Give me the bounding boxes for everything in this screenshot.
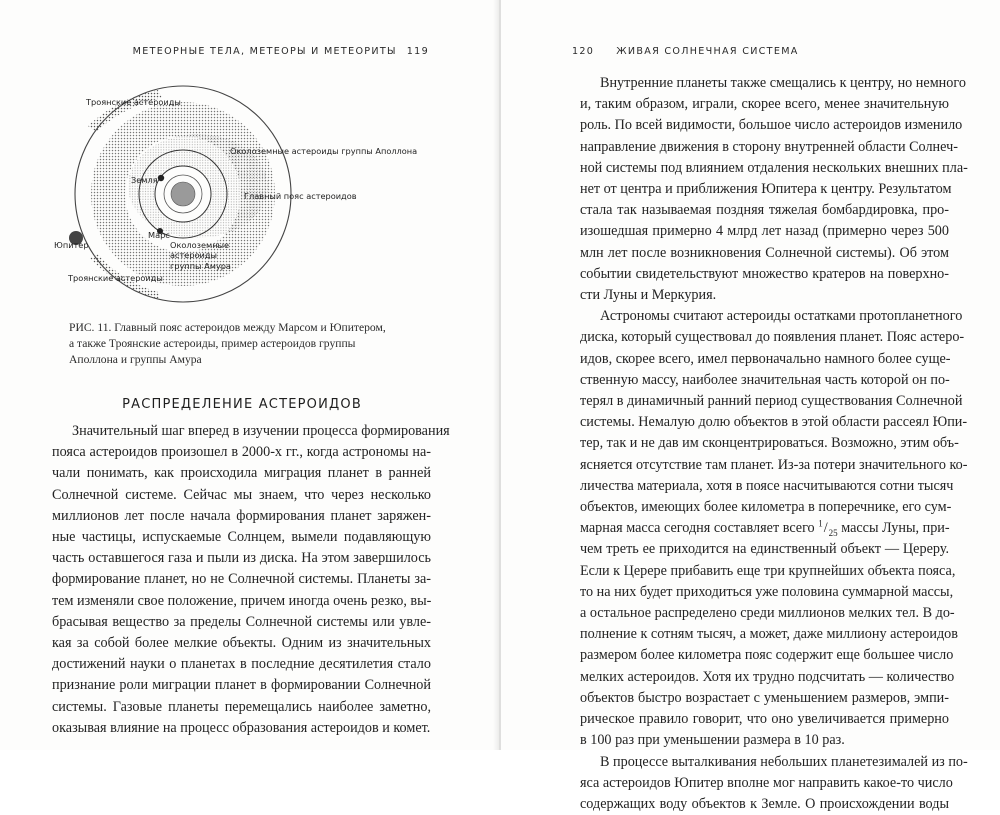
label-mars: Марс bbox=[148, 230, 170, 240]
earth-planet-icon bbox=[158, 175, 164, 181]
left-page bbox=[0, 0, 499, 750]
text-line: оказывая влияние на процесс образования астероидов и комет. bbox=[52, 719, 431, 736]
figure-caption bbox=[69, 320, 429, 368]
text-line: рическое правило говорит, что оно увеличивается примерно bbox=[580, 711, 949, 728]
text-line: Астрономы считают астероиды остатками протопланетного bbox=[600, 308, 963, 325]
text-line: то на них будет приходиться уже половина суммарной массы, bbox=[580, 583, 954, 600]
text-line: сти Луны и Меркурия. bbox=[580, 287, 717, 304]
left-body-text bbox=[52, 421, 450, 739]
text-line: брасывая вещество за пределы Солнечной системы или увле- bbox=[52, 613, 431, 630]
text-line: изошедшая примерно 4 млрд лет назад (примерно через 500 bbox=[580, 223, 949, 240]
label-trojans-top: Троянские астероиды bbox=[86, 97, 181, 107]
text-line: В процессе выталкивания небольших планетезималей из по- bbox=[600, 753, 968, 770]
text-line: чали понимать, как происходила миграция планет в ранней bbox=[52, 465, 431, 482]
label-earth: Земля bbox=[131, 175, 158, 185]
text-line: роль. По всей видимости, большое число астероидов изменило bbox=[580, 117, 963, 134]
fraction: $^1/_{25}$ bbox=[818, 518, 838, 539]
label-nea-amor-1: Околоземные bbox=[170, 240, 230, 250]
text-line: часть оставшегося газа и пыли из диска. На этом завершилось bbox=[52, 550, 431, 567]
right-body-text bbox=[580, 73, 968, 815]
text-line: направление движения в сторону внутренней области Солнеч- bbox=[580, 138, 958, 155]
text-line: объектов быстро возрастает с уменьшением размеров, эмпи- bbox=[580, 689, 949, 706]
fraction-line-before: марная масса сегодня составляет всего bbox=[580, 520, 815, 537]
text-line: ясняется отсутствие там планет. Из-за потери значительного ко- bbox=[580, 456, 968, 473]
text-line: объектов, имеющих более километра в поперечнике, его сум- bbox=[580, 499, 952, 516]
text-line: ной системы под влиянием отдаления нескольких внешних пла- bbox=[580, 159, 968, 176]
text-line: идов, скорее всего, имел первоначально намного более суще- bbox=[580, 350, 951, 367]
left-running-head-title: МЕТЕОРНЫЕ ТЕЛА, МЕТЕОРЫ И МЕТЕОРИТЫ bbox=[132, 46, 397, 57]
text-line: формирование планет, но не Солнечной системы. Планеты за- bbox=[52, 571, 431, 588]
text-line: и, таким образом, играли, скорее всего, менее значительную bbox=[580, 96, 949, 113]
text-line: системы. Газовые планеты перемещались наиболее заметно, bbox=[52, 698, 431, 715]
text-line: размером более километра пояс содержит еще большее число bbox=[580, 647, 954, 664]
text-line: стала так называемая поздняя тяжелая бомбардировка, про- bbox=[580, 202, 949, 219]
label-jupiter: Юпитер bbox=[54, 240, 89, 250]
text-line: тер, так и не дав им сконцентрироваться. Возможно, этим объ- bbox=[580, 435, 959, 452]
fraction-denominator: 25 bbox=[828, 528, 838, 539]
text-line: диска, который существовал до появления планет. Пояс астеро- bbox=[580, 329, 965, 346]
label-main-belt: Главный пояс астероидов bbox=[244, 191, 357, 201]
text-line: ные частицы, испускаемые Солнцем, вымели подавляющую bbox=[52, 529, 431, 546]
text-line: личества материала, хотя в поясе насчитываются сотни тысяч bbox=[580, 477, 954, 494]
text-line: достижений науки о планетах в последние десятилетия стало bbox=[52, 656, 431, 673]
section-heading: РАСПРЕДЕЛЕНИЕ АСТЕРОИДОВ bbox=[122, 397, 362, 412]
text-line: мелких астероидов. Хотя их трудно подсчитать — количество bbox=[580, 668, 955, 685]
text-line: а остальное распределено среди миллионов мелких тел. В до- bbox=[580, 605, 955, 622]
text-line: полнение к сотням тысяч, а может, даже миллиону астероидов bbox=[580, 626, 958, 643]
text-line: терял в динамичный ранний период существования Солнечной bbox=[580, 393, 963, 410]
asteroid-belt-diagram bbox=[48, 68, 418, 318]
label-nea-amor-3: группы Амура bbox=[170, 261, 231, 271]
text-line: Внутренние планеты также смещались к центру, но немного bbox=[600, 75, 966, 91]
fraction-line-after: массы Луны, при- bbox=[841, 520, 950, 537]
right-running-head bbox=[572, 46, 799, 57]
label-nea-apollo: Околоземные астероиды группы Аполлона bbox=[230, 146, 418, 156]
text-line: нет от центра и приближения Юпитера к центру. Результатом bbox=[580, 181, 952, 198]
text-line: пояса астероидов произошел в 2000-х гг., когда астрономы на- bbox=[52, 444, 431, 461]
right-page bbox=[501, 0, 1000, 812]
caption-line: РИС. 11. Главный пояс астероидов между Марсом и Юпитером, bbox=[69, 321, 386, 334]
text-line: ственную массу, наиболее значительная часть которой он по- bbox=[580, 371, 950, 388]
text-line: чем треть ее приходится на единственный объект — Цереру. bbox=[580, 541, 949, 558]
caption-line: а также Троянские астероиды, пример астероидов группы bbox=[69, 337, 356, 350]
right-page-number: 120 bbox=[572, 46, 595, 57]
text-line: млн лет после возникновения Солнечной системы). Об этом bbox=[580, 244, 949, 261]
text-line: в 100 раз при уменьшении размера в 10 раз. bbox=[580, 732, 845, 749]
text-line: Значительный шаг вперед в изучении процесса формирования bbox=[72, 423, 450, 439]
text-line: яса астероидов Юпитер вполне мог направить какое-то число bbox=[580, 774, 953, 791]
label-trojans-bottom: Троянские астероиды bbox=[68, 273, 163, 283]
text-line: Если к Церере прибавить еще три крупнейших объекта пояса, bbox=[580, 562, 956, 579]
text-line: Солнечной системе. Сейчас мы знаем, что через несколько bbox=[52, 486, 431, 503]
sun-icon bbox=[171, 182, 195, 206]
text-line: системы. Немалую долю объектов в этой области рассеял Юпи- bbox=[580, 414, 968, 431]
left-page-number: 119 bbox=[406, 46, 429, 57]
fraction-line bbox=[580, 518, 949, 539]
asteroid-belt-figure bbox=[48, 68, 418, 318]
label-nea-amor-2: астероиды bbox=[170, 250, 217, 260]
right-running-head-title: ЖИВАЯ СОЛНЕЧНАЯ СИСТЕМА bbox=[616, 46, 799, 57]
text-line: кая за собой более мелкие объекты. Одним из значительных bbox=[52, 635, 431, 652]
text-line: содержащих воду объектов к Земле. О происхождении воды bbox=[580, 795, 949, 812]
text-line: тем изменяли свое положение, причем иногда очень резко, вы- bbox=[52, 592, 432, 609]
left-running-head bbox=[133, 46, 429, 57]
fraction-numerator: 1 bbox=[818, 518, 823, 529]
text-line: признание роли миграции планет в формировании Солнечной bbox=[52, 677, 431, 694]
caption-line: Аполлона и группы Амура bbox=[69, 353, 202, 366]
text-line: миллионов лет после начала формирования планет заряжен- bbox=[52, 507, 431, 524]
text-line: событии свидетельствуют множество кратеров на поверхно- bbox=[580, 265, 949, 282]
